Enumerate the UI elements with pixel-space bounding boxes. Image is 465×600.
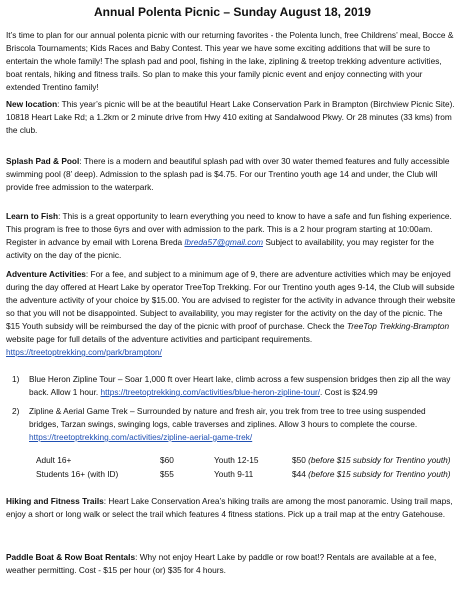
price-value: $44 (before $15 subsidy for Trentino youth) (292, 469, 451, 479)
splash-paragraph (6, 155, 456, 194)
treetop-park-link[interactable]: https://treetoptrekking.com/park/brampton/ (6, 347, 162, 357)
splash-heading: Splash Pad & Pool (6, 156, 80, 166)
location-paragraph (6, 98, 456, 137)
fishing-paragraph (6, 210, 456, 262)
fishing-text-2: Subject to availability, you may register for the activity on the day of the picnic. (6, 237, 434, 260)
price-value: $50 (before $15 subsidy for Trentino youth) (292, 455, 451, 465)
price-value: $60 (160, 455, 174, 465)
hiking-heading: Hiking and Fitness Trails (6, 496, 104, 506)
price-category: Students 16+ (with ID) (36, 469, 119, 479)
location-heading: New location (6, 99, 58, 109)
email-link[interactable]: lbreda57@gmail.com (184, 237, 264, 247)
adventure-heading: Adventure Activities (6, 269, 86, 279)
item-text: Blue Heron Zipline Tour – Soar 1,000 ft over Heart lake, climb across a few suspension bridges then zip all the way back. Allow 1 hour. (29, 374, 451, 397)
price-category: Adult 16+ (36, 455, 72, 465)
price-category: Youth 9-11 (214, 469, 254, 479)
adventure-paragraph (6, 268, 456, 359)
item-number: 2) (12, 406, 20, 416)
hiking-paragraph (6, 495, 456, 521)
hiking-text: : Heart Lake Conservation Area’s hiking trails are among the most panoramic. Using trail maps, enjoy a short or long walk or select the trail which features 4 fitness stations. Pick up a trail map at the entry Gatehouse. (6, 496, 453, 519)
boat-text: : Why not enjoy Heart Lake by paddle or row boat!? Rentals are available at a fee, weather permitting. Cost - $15 per hour (or) $35 for 4 hours. (6, 552, 437, 575)
intro-paragraph: It’s time to plan for our annual polenta picnic with our returning favorites - the Polenta lunch, free Childrens’ meal, Bocce & Briscola Tournaments; Kids Races and Baby Contest. This year we have some exciting additions that will be sure to entertain the whole family! The splash pad and pool, fishing in the lake, ziplining & treetop trekking adventure activities, boat rentals, hiking and fitness trails. So plan to make this your family picnic event and enjoy connecting with your extended Trentino family! (6, 30, 454, 92)
activity-item-zipline-tour (29, 373, 457, 399)
fishing-heading: Learn to Fish (6, 211, 59, 221)
item-text: Zipline & Aerial Game Trek – Surrounded by nature and fresh air, you trek from tree to tree using suspended bridges, Tarzan swings, swinging logs, cable traverses and ziplines. Allow 3 hours to complete the course. (29, 406, 426, 429)
adventure-text-2: website page for full details of the adventure activities and participant requirements. (6, 334, 313, 344)
treetop-page-name: TreeTop Trekking-Brampton (346, 321, 450, 331)
price-category: Youth 12-15 (214, 455, 259, 465)
item-number: 1) (12, 374, 20, 384)
splash-text: : There is a modern and beautiful splash pad with over 30 water themed features and fully accessible swimming pool (8’ deep). Admission to the splash pad is $4.75. For our Trentino youth age 14 and under, the Club will provide free admission to the waterpark. (6, 156, 450, 192)
fishing-text: : This is a great opportunity to learn everything you need to know to have a safe and fun fishing experience. This program is free to those 6yrs and over with admission to the park. This is a 2 hour program starting at 10:00am. Register in advance by email with Lorena Breda (6, 211, 452, 247)
zipline-tour-link[interactable]: https://treetoptrekking.com/activities/blue-heron-zipline-tour/ (100, 387, 321, 397)
adventure-text: : For a fee, and subject to a minimum age of 9, there are adventure activities which may be enjoyed during the day offered at Heart Lake by operator TreeTop Trekking. For our Trentino youth ages 9-14, the Club will subside the adventure activity of your choice by $15.00. You are advised to register for the activity in advance through their website so that you will not be disappointed. Subject to availability, you may register for the activity on the day of the picnic. The $15 Youth subsidy will be reimbursed the day of the picnic with proof of purchase. Check the (6, 269, 456, 331)
boat-paragraph (6, 551, 456, 577)
aerial-trek-link[interactable]: https://treetoptrekking.com/activities/zipline-aerial-game-trek/ (29, 432, 253, 442)
price-value: $55 (160, 469, 174, 479)
item-text-2: . Cost is $24.99 (320, 387, 378, 397)
activity-item-aerial-trek (29, 405, 457, 444)
boat-heading: Paddle Boat & Row Boat Rentals (6, 552, 136, 562)
page-title: Annual Polenta Picnic – Sunday August 18, 2019 (94, 5, 371, 19)
location-text: : This year’s picnic will be at the beautiful Heart Lake Conservation Park in Brampton (Birchview Picnic Site). 10818 Heart Lake Rd; a 1.2km or 2 minute drive from Hwy 410 exiting at Sandalwood Pkwy. Or 28 minutes (33 kms) from the club. (6, 99, 455, 135)
